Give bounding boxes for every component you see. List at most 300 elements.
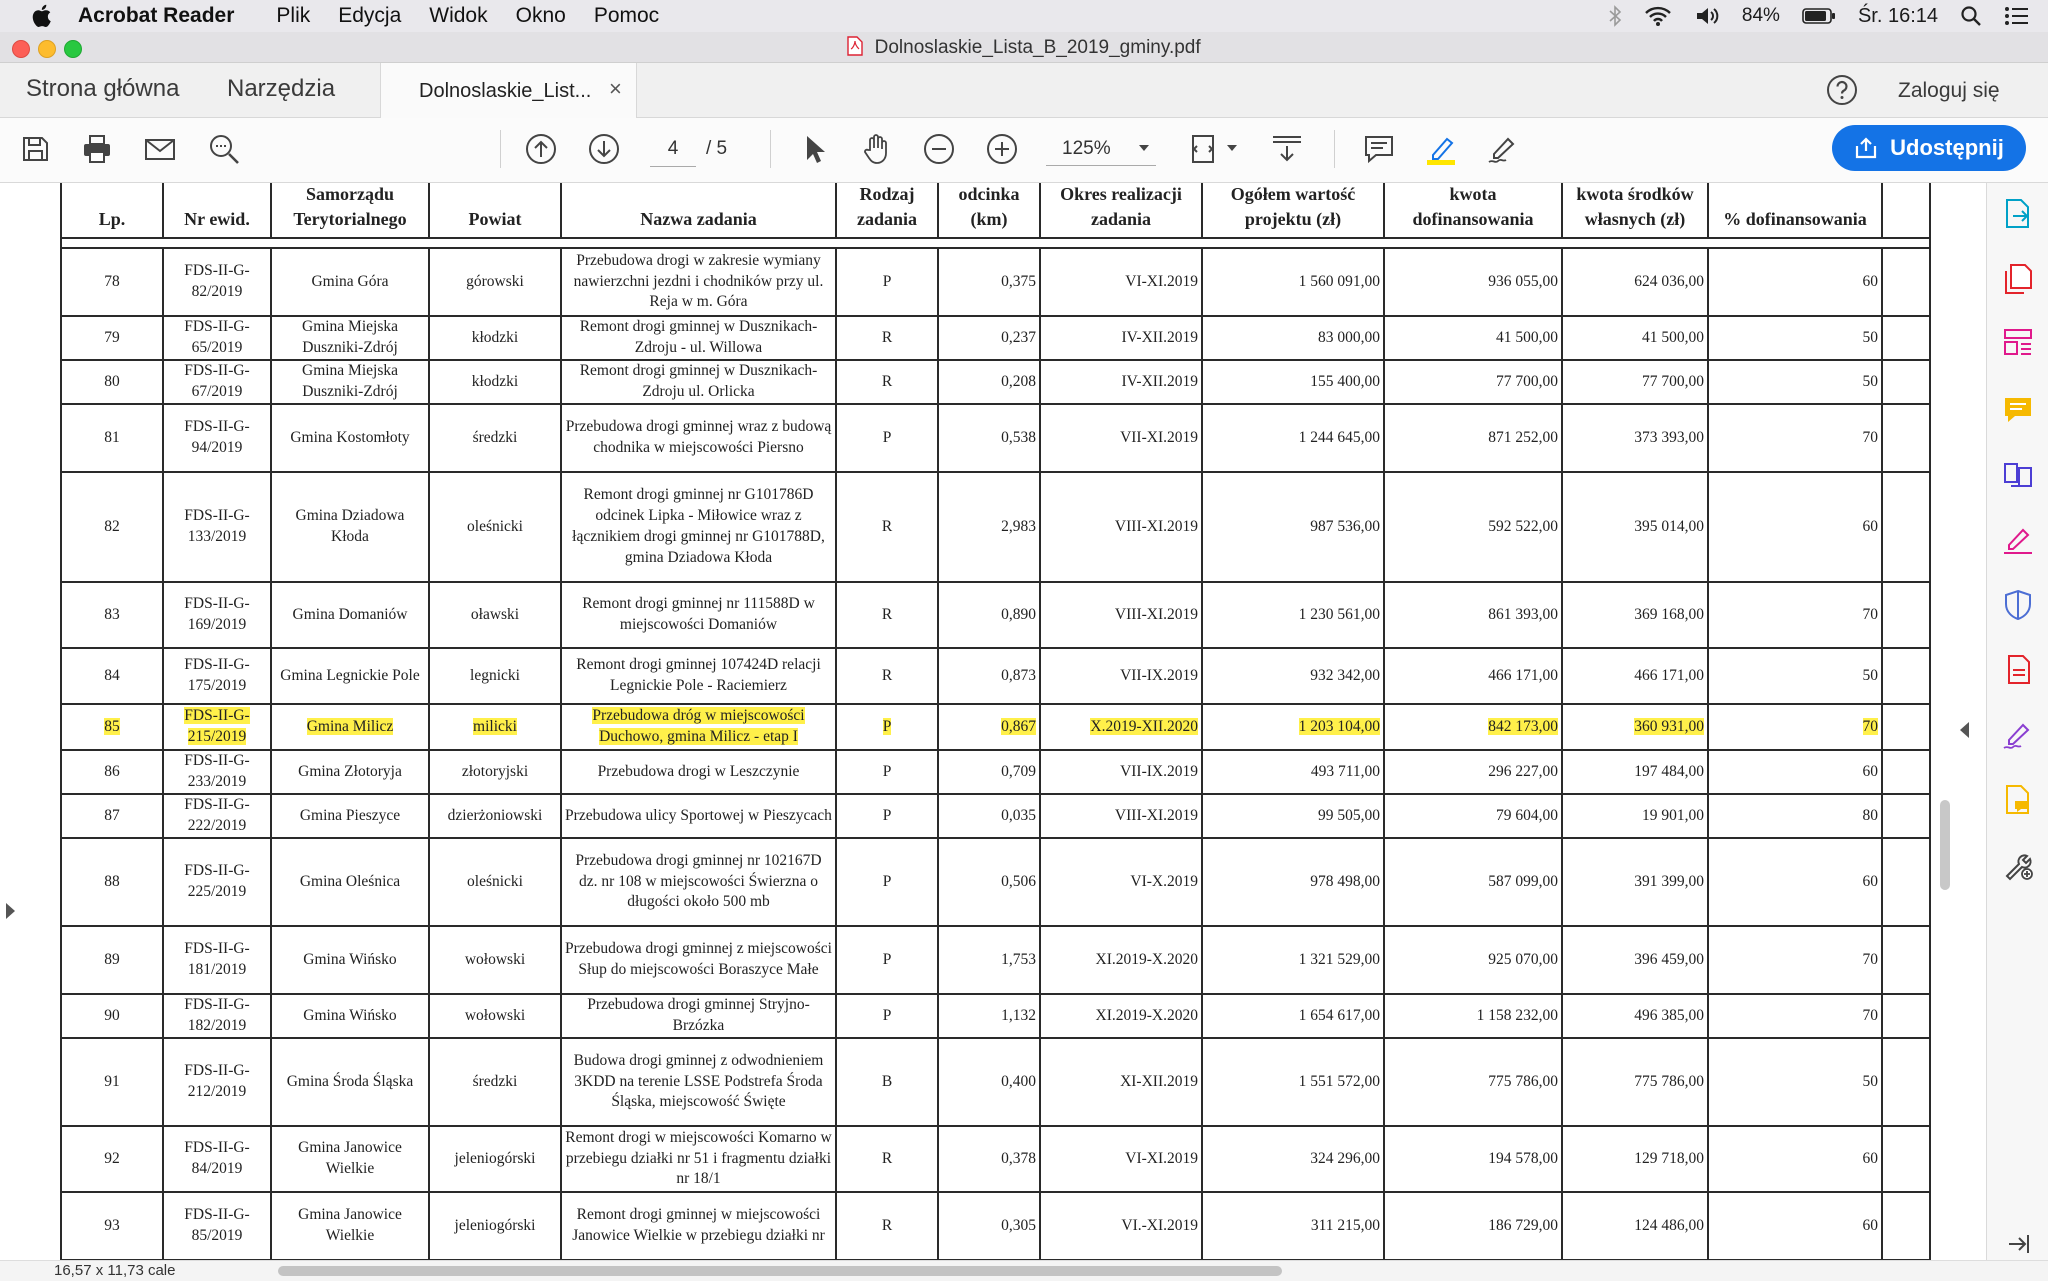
row-rodzaj-text: R (881, 605, 893, 623)
row-km (938, 994, 1040, 1038)
select-tool-icon[interactable] (798, 132, 832, 166)
battery-icon[interactable] (1802, 7, 1836, 25)
highlight-icon[interactable] (1424, 132, 1458, 166)
row-kwota (1384, 360, 1562, 404)
row-powiat (429, 360, 561, 404)
row-nazwa (561, 404, 836, 472)
row-extra (1882, 1126, 1930, 1192)
help-icon[interactable] (1826, 74, 1858, 106)
row-rodzaj (836, 704, 938, 750)
row-powiat (429, 248, 561, 316)
row-wlasne-text: 124 486,00 (1634, 1216, 1704, 1234)
search-icon[interactable] (1960, 5, 1982, 27)
clock[interactable]: Śr. 16:14 (1857, 4, 1938, 27)
row-nr (163, 1038, 271, 1126)
row-powiat-text: kłodzki (471, 372, 519, 390)
row-proc-text: 70 (1862, 717, 1878, 735)
row-lp-text: 89 (104, 950, 120, 968)
row-kwota-text: 1 158 232,00 (1476, 1006, 1558, 1024)
row-kwota (1384, 248, 1562, 316)
row-lp (61, 248, 163, 316)
row-gmina-text: Gmina Złotoryja (298, 762, 402, 780)
protect-icon[interactable] (2001, 588, 2035, 622)
page-number-input[interactable]: 4 (650, 132, 696, 167)
zoom-level-select[interactable]: 125% (1046, 132, 1156, 166)
menu-plik[interactable]: Plik (276, 4, 311, 27)
table-row (61, 994, 1930, 1038)
row-extra (1882, 838, 1930, 926)
document-view[interactable] (0, 183, 1985, 1263)
row-proc-text: 60 (1862, 517, 1878, 535)
row-nazwa-text: Przebudowa drogi w Leszczynie (597, 762, 800, 780)
row-proc (1708, 360, 1882, 404)
send-for-comments-icon[interactable] (2001, 783, 2035, 817)
zoom-out-icon[interactable] (922, 132, 956, 166)
table-row (61, 360, 1930, 404)
row-powiat-text: wołowski (464, 1006, 526, 1024)
page-up-icon[interactable] (524, 132, 558, 166)
comment-icon[interactable] (1362, 132, 1396, 166)
row-lp (61, 750, 163, 794)
row-nr-text: FDS-II-G-94/2019 (184, 418, 250, 456)
row-wlasne-text: 369 168,00 (1634, 605, 1704, 623)
row-kwota (1384, 750, 1562, 794)
row-ogolem (1202, 704, 1384, 750)
menu-edycja[interactable]: Edycja (338, 4, 402, 27)
row-rodzaj-text: P (882, 717, 892, 735)
row-proc (1708, 1038, 1882, 1126)
row-extra (1882, 648, 1930, 704)
page-down-icon[interactable] (587, 132, 621, 166)
row-lp (61, 926, 163, 994)
row-okres (1040, 838, 1202, 926)
row-km (938, 472, 1040, 582)
row-wlasne (1562, 248, 1708, 316)
row-gmina (271, 750, 429, 794)
row-kwota (1384, 472, 1562, 582)
row-lp-text: 86 (104, 762, 120, 780)
fit-page-icon[interactable] (1188, 132, 1222, 166)
row-gmina-text: Gmina Janowice Wielkie (298, 1139, 402, 1177)
row-okres-text: XI.2019-X.2020 (1095, 1006, 1198, 1024)
row-rodzaj (836, 994, 938, 1038)
row-nr (163, 360, 271, 404)
row-powiat (429, 1126, 561, 1192)
close-tab-icon[interactable]: × (609, 76, 622, 101)
row-wlasne-text: 197 484,00 (1634, 762, 1704, 780)
row-lp-text: 81 (104, 428, 120, 446)
row-rodzaj-text: P (882, 806, 892, 824)
row-gmina (271, 1126, 429, 1192)
row-nazwa (561, 1038, 836, 1126)
row-powiat (429, 794, 561, 838)
row-rodzaj-text: P (882, 428, 892, 446)
header-lp: Lp. (61, 183, 163, 238)
compare-files-icon[interactable] (2001, 458, 2035, 492)
collapse-pane-icon[interactable] (2007, 1233, 2031, 1255)
page-total: / 5 (706, 138, 728, 159)
row-wlasne-text: 466 171,00 (1634, 666, 1704, 684)
row-lp (61, 472, 163, 582)
row-nazwa (561, 248, 836, 316)
row-kwota-text: 41 500,00 (1496, 328, 1558, 346)
row-nr-text: FDS-II-G-85/2019 (184, 1206, 250, 1244)
request-signature-icon[interactable] (2001, 718, 2035, 752)
row-rodzaj-text: R (881, 1149, 893, 1167)
row-kwota (1384, 838, 1562, 926)
row-gmina (271, 838, 429, 926)
header-okres: Okres realizacji zadania (1040, 183, 1202, 238)
row-kwota (1384, 1126, 1562, 1192)
row-okres-text: VIII-XI.2019 (1114, 806, 1198, 824)
row-powiat-text: wołowski (464, 950, 526, 968)
row-lp-text: 84 (104, 666, 120, 684)
row-proc (1708, 1126, 1882, 1192)
row-okres-text: VI-XI.2019 (1125, 272, 1198, 290)
more-tools-icon[interactable] (2001, 848, 2035, 882)
row-km-text: 1,753 (1001, 950, 1036, 968)
row-km-text: 0,873 (1001, 666, 1036, 684)
row-rodzaj (836, 472, 938, 582)
table-row (61, 1126, 1930, 1192)
row-okres-text: VI.-XI.2019 (1121, 1216, 1198, 1234)
row-km-text: 0,035 (1001, 806, 1036, 824)
row-extra (1882, 404, 1930, 472)
row-rodzaj (836, 838, 938, 926)
row-kwota-text: 296 227,00 (1488, 762, 1558, 780)
row-ogolem-text: 324 296,00 (1310, 1149, 1380, 1167)
row-okres-text: VIII-XI.2019 (1114, 517, 1198, 535)
row-proc (1708, 838, 1882, 926)
row-extra (1882, 472, 1930, 582)
menu-widok[interactable]: Widok (429, 4, 488, 27)
row-lp-text: 93 (104, 1216, 120, 1234)
row-proc-text: 70 (1862, 1006, 1878, 1024)
row-extra (1882, 360, 1930, 404)
row-proc-text: 60 (1862, 762, 1878, 780)
row-rodzaj (836, 582, 938, 648)
row-km (938, 404, 1040, 472)
row-okres (1040, 582, 1202, 648)
chevron-down-icon[interactable] (1138, 144, 1150, 152)
comment-tool-icon[interactable] (2001, 393, 2035, 427)
row-nazwa (561, 472, 836, 582)
create-pdf-icon[interactable] (2001, 262, 2035, 296)
row-lp-text: 92 (104, 1149, 120, 1167)
row-lp-text: 82 (104, 517, 120, 535)
row-kwota (1384, 926, 1562, 994)
row-proc (1708, 582, 1882, 648)
row-wlasne-text: 77 700,00 (1642, 372, 1704, 390)
horizontal-scrollbar[interactable] (278, 1266, 1282, 1276)
row-km-text: 2,983 (1001, 517, 1036, 535)
row-okres (1040, 472, 1202, 582)
row-wlasne (1562, 404, 1708, 472)
row-gmina-text: Gmina Środa Śląska (286, 1072, 414, 1090)
table-row (61, 750, 1930, 794)
header-nr: Nr ewid. (163, 183, 271, 238)
row-wlasne (1562, 704, 1708, 750)
row-km (938, 316, 1040, 360)
row-powiat (429, 582, 561, 648)
row-gmina-text: Gmina Miejska Duszniki-Zdrój (302, 318, 398, 356)
row-wlasne (1562, 1192, 1708, 1260)
row-km (938, 1038, 1040, 1126)
row-nazwa-text: Przebudowa ulicy Sportowej w Pieszycach (565, 806, 832, 824)
row-gmina-text: Gmina Dziadowa Kłoda (295, 507, 405, 545)
row-okres (1040, 926, 1202, 994)
row-ogolem-text: 978 498,00 (1310, 872, 1380, 890)
window-title (0, 36, 2048, 59)
row-okres (1040, 794, 1202, 838)
row-ogolem (1202, 750, 1384, 794)
row-okres (1040, 1192, 1202, 1260)
row-kwota-text: 79 604,00 (1496, 806, 1558, 824)
row-okres (1040, 994, 1202, 1038)
row-gmina (271, 704, 429, 750)
row-nr (163, 750, 271, 794)
row-extra (1882, 1192, 1930, 1260)
vertical-scrollbar[interactable] (1940, 800, 1950, 890)
row-powiat-text: średzki (472, 428, 518, 446)
row-wlasne-text: 396 459,00 (1634, 950, 1704, 968)
row-lp (61, 1038, 163, 1126)
row-rodzaj-text: P (882, 1006, 892, 1024)
row-ogolem (1202, 838, 1384, 926)
row-nr-text: FDS-II-G-233/2019 (184, 752, 250, 790)
row-proc (1708, 704, 1882, 750)
table-row (61, 648, 1930, 704)
row-nazwa (561, 750, 836, 794)
row-rodzaj-text: R (881, 1216, 893, 1234)
row-ogolem-text: 1 321 529,00 (1298, 950, 1380, 968)
row-km (938, 1126, 1040, 1192)
share-label: Udostępnij (1890, 135, 2004, 160)
row-ogolem-text: 1 551 572,00 (1298, 1072, 1380, 1090)
row-proc (1708, 926, 1882, 994)
header-samorzad: Samorządu Terytorialnego (271, 183, 429, 238)
row-wlasne-text: 373 393,00 (1634, 428, 1704, 446)
chevron-down-icon[interactable] (1226, 144, 1238, 152)
row-extra (1882, 248, 1930, 316)
row-kwota-text: 587 099,00 (1488, 872, 1558, 890)
row-gmina (271, 794, 429, 838)
find-icon[interactable] (207, 132, 241, 166)
app-tabs-bar (0, 63, 2048, 118)
row-rodzaj (836, 1038, 938, 1126)
row-km-text: 0,506 (1001, 872, 1036, 890)
tab-home[interactable]: Strona główna (26, 75, 180, 102)
row-wlasne-text: 624 036,00 (1634, 272, 1704, 290)
row-nr-text: FDS-II-G-84/2019 (184, 1139, 250, 1177)
row-nr-text: FDS-II-G-65/2019 (184, 318, 250, 356)
row-okres-text: VII-IX.2019 (1120, 666, 1198, 684)
volume-icon[interactable] (1694, 5, 1720, 27)
row-rodzaj-text: R (881, 517, 893, 535)
row-gmina-text: Gmina Legnickie Pole (280, 666, 420, 684)
hand-tool-icon[interactable] (860, 132, 894, 166)
row-kwota (1384, 582, 1562, 648)
row-powiat (429, 838, 561, 926)
row-powiat-text: legnicki (470, 666, 520, 684)
row-lp-text: 78 (104, 272, 120, 290)
row-ogolem-text: 1 654 617,00 (1298, 1006, 1380, 1024)
row-ogolem (1202, 404, 1384, 472)
row-rodzaj (836, 1126, 938, 1192)
bluetooth-icon[interactable] (1608, 5, 1622, 27)
row-rodzaj (836, 794, 938, 838)
row-ogolem-text: 1 244 645,00 (1298, 428, 1380, 446)
header-powiat: Powiat (429, 183, 561, 238)
row-extra (1882, 316, 1930, 360)
row-nazwa-text: Remont drogi gminnej w Dusznikach-Zdroju - ul. Willowa (579, 318, 818, 356)
row-extra (1882, 750, 1930, 794)
zoom-in-icon[interactable] (985, 132, 1019, 166)
row-proc (1708, 1192, 1882, 1260)
row-lp (61, 648, 163, 704)
row-nr (163, 994, 271, 1038)
row-lp-text: 87 (104, 806, 120, 824)
row-powiat-text: kłodzki (471, 328, 519, 346)
row-rodzaj-text: R (881, 328, 893, 346)
wifi-icon[interactable] (1644, 5, 1672, 27)
apple-icon[interactable] (30, 3, 56, 29)
login-button[interactable]: Zaloguj się (1898, 79, 2000, 102)
row-nr-text: FDS-II-G-133/2019 (184, 507, 250, 545)
row-proc-text: 80 (1862, 806, 1878, 824)
row-okres-text: IV-XII.2019 (1121, 328, 1198, 346)
row-nr-text: FDS-II-G-169/2019 (184, 595, 250, 633)
row-okres-text: IV-XII.2019 (1121, 372, 1198, 390)
row-wlasne (1562, 472, 1708, 582)
row-gmina-text: Gmina Pieszyce (299, 806, 401, 824)
row-ogolem-text: 1 560 091,00 (1298, 272, 1380, 290)
share-button[interactable] (1832, 125, 2026, 171)
row-gmina-text: Gmina Kostomłoty (290, 428, 410, 446)
app-name-menu[interactable]: Acrobat Reader (78, 4, 235, 27)
left-panel-toggle[interactable] (6, 903, 15, 919)
right-panel-toggle[interactable] (1960, 722, 1969, 738)
table-row (61, 838, 1930, 926)
row-nr-text: FDS-II-G-225/2019 (184, 862, 250, 900)
notification-center-icon[interactable] (2004, 5, 2030, 27)
row-proc (1708, 472, 1882, 582)
row-nr (163, 316, 271, 360)
tab-document-label: Dolnoslaskie_List... (419, 80, 592, 102)
row-nr-text: FDS-II-G-222/2019 (184, 796, 250, 834)
row-wlasne (1562, 794, 1708, 838)
row-proc-text: 60 (1862, 1149, 1878, 1167)
row-okres (1040, 1126, 1202, 1192)
row-ogolem (1202, 360, 1384, 404)
row-kwota-text: 77 700,00 (1496, 372, 1558, 390)
row-okres-text: VI-XI.2019 (1125, 1149, 1198, 1167)
row-powiat-text: dzierżoniowski (447, 806, 543, 824)
row-proc-text: 60 (1862, 272, 1878, 290)
row-rodzaj (836, 316, 938, 360)
scrolling-mode-icon[interactable] (1270, 132, 1304, 166)
tools-pane (1986, 183, 2048, 1263)
organize-pages-icon[interactable] (2001, 326, 2035, 360)
row-nazwa (561, 926, 836, 994)
row-nazwa-text: Remont drogi w miejscowości Komarno w przebiegu działki nr 51 i fragmentu działki nr 18/1 (565, 1128, 832, 1188)
menu-pomoc[interactable]: Pomoc (593, 4, 660, 27)
row-nazwa-text: Budowa drogi gminnej z odwodnieniem 3KDD na terenie LSSE Podstrefa Środa Śląska, miejscowość Święte (573, 1051, 824, 1111)
row-kwota (1384, 316, 1562, 360)
funding-table (60, 183, 1931, 1261)
row-kwota-text: 775 786,00 (1488, 1072, 1558, 1090)
row-nr-text: FDS-II-G-82/2019 (184, 262, 250, 300)
tab-document[interactable] (380, 63, 637, 118)
sign-icon[interactable] (1486, 132, 1520, 166)
row-okres (1040, 750, 1202, 794)
tab-tools[interactable]: Narzędzia (227, 75, 336, 102)
row-km (938, 750, 1040, 794)
row-nr-text: FDS-II-G-175/2019 (184, 656, 250, 694)
row-proc-text: 60 (1862, 1216, 1878, 1234)
row-nazwa-text: Remont drogi gminnej nr G101786D odcinek Lipka - Miłowice wraz z łącznikiem drogi gminnej nr G101788D, gmina Dziadowa Kłoda (572, 486, 825, 566)
row-extra (1882, 794, 1930, 838)
row-km-text: 0,237 (1001, 328, 1036, 346)
row-powiat-text: oleśnicki (467, 872, 523, 890)
table-row (61, 582, 1930, 648)
row-km (938, 704, 1040, 750)
row-wlasne (1562, 838, 1708, 926)
print-icon[interactable] (80, 132, 114, 166)
row-rodzaj-text: P (882, 950, 892, 968)
table-row (61, 1038, 1930, 1126)
row-kwota-text: 592 522,00 (1488, 517, 1558, 535)
header-rodzaj: Rodzaj zadania (836, 183, 938, 238)
row-okres-text: VII-XI.2019 (1120, 428, 1198, 446)
row-rodzaj (836, 360, 938, 404)
row-powiat-text: oławski (470, 605, 520, 623)
row-rodzaj (836, 750, 938, 794)
row-nazwa (561, 582, 836, 648)
save-icon[interactable] (18, 132, 52, 166)
row-km-text: 0,709 (1001, 762, 1036, 780)
email-icon[interactable] (143, 132, 177, 166)
row-kwota (1384, 648, 1562, 704)
table-row (61, 926, 1930, 994)
row-lp-text: 79 (104, 328, 120, 346)
export-pdf-icon[interactable] (2001, 197, 2035, 231)
row-ogolem-text: 1 203 104,00 (1298, 717, 1380, 735)
edit-pdf-icon[interactable] (2001, 653, 2035, 687)
row-powiat (429, 704, 561, 750)
row-rodzaj (836, 648, 938, 704)
row-nazwa (561, 994, 836, 1038)
row-ogolem-text: 1 230 561,00 (1298, 605, 1380, 623)
row-nazwa (561, 316, 836, 360)
table-row (61, 1192, 1930, 1260)
row-okres (1040, 248, 1202, 316)
table-body (61, 248, 1930, 1260)
row-ogolem (1202, 994, 1384, 1038)
row-nazwa-text: Remont drogi gminnej nr 111588D w miejscowości Domaniów (582, 595, 815, 633)
row-nr (163, 404, 271, 472)
row-lp (61, 582, 163, 648)
fill-sign-icon[interactable] (2001, 523, 2035, 557)
menu-okno[interactable]: Okno (515, 4, 566, 27)
row-wlasne-text: 775 786,00 (1634, 1072, 1704, 1090)
row-extra (1882, 926, 1930, 994)
row-lp (61, 794, 163, 838)
row-wlasne-text: 391 399,00 (1634, 872, 1704, 890)
row-nazwa (561, 648, 836, 704)
table-row (61, 472, 1930, 582)
share-icon (1854, 136, 1878, 160)
